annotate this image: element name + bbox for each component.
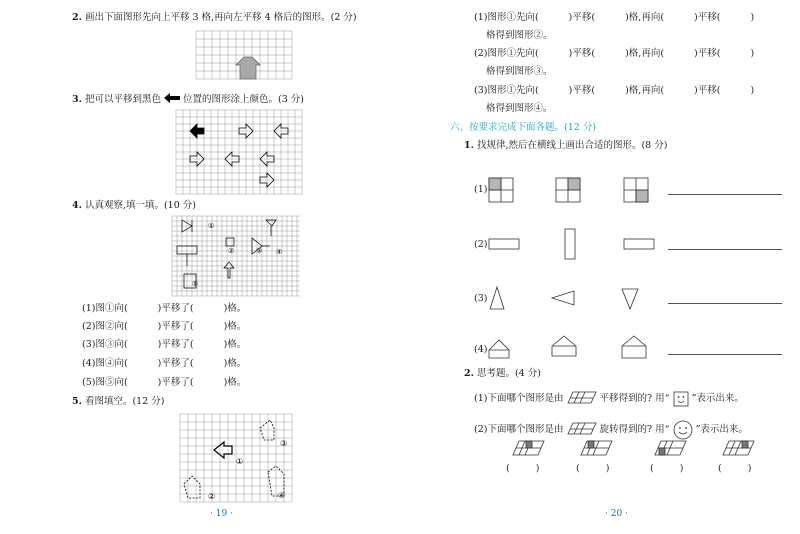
p2-choice-4[interactable] (718, 464, 751, 474)
q4-row-3[interactable] (82, 340, 246, 350)
q5-row-2-b: )平移( (568, 48, 596, 59)
p1-row-3-label: (3) (474, 293, 488, 304)
q5-number: 5. (72, 396, 82, 407)
q5-row-3-b: )平移( (568, 85, 596, 96)
p2-text: 思考题。(4 分) (476, 368, 541, 379)
p1-row-4-label: (4) (474, 344, 488, 355)
q2-text: 画出下面图形先向上平移 3 格,再向左平移 4 格后的图形。(2 分) (84, 12, 357, 23)
q4-row-3-a: (3)图③向( (82, 339, 128, 350)
q4-label-2: ② (228, 247, 235, 255)
q5-row-2-e: ) (750, 48, 755, 59)
q5-row-1[interactable] (474, 13, 754, 23)
p1-row-4-houses (488, 334, 658, 360)
p2-choice-1-close: ) (535, 463, 540, 474)
p2-sub1-after: ”表示出来。 (691, 393, 744, 404)
p1-row-2-answer-line[interactable] (668, 249, 782, 250)
p1-row-4-answer-line[interactable] (668, 354, 782, 355)
p2-sub1-mid: 平移得到的? 用“ (599, 393, 670, 404)
q4-row-2-b: )平移了( (157, 321, 194, 332)
q5-row-2-c: )格,再向( (625, 48, 665, 59)
q2-grid[interactable] (196, 31, 292, 79)
p2-choice-4-open: ( (718, 463, 722, 474)
q5-label-3: ③ (280, 439, 288, 448)
p2-prompt (464, 369, 541, 379)
p2-choice-2[interactable] (576, 464, 609, 474)
q4-row-5[interactable] (82, 378, 246, 388)
q5-row-2-f: 格得到图形③。 (486, 66, 553, 77)
q4-row-1-b: )平移了( (157, 303, 194, 314)
p1-number: 1. (464, 140, 474, 151)
p2-choice-3-close: ) (679, 463, 684, 474)
q4-shape-5 (224, 262, 234, 278)
p2-sub1-before: (1)下面哪个图形是由 (474, 393, 564, 404)
q2-number: 2. (72, 12, 82, 23)
q5-row-1-a: (1)图形①先向( (474, 12, 539, 23)
p2-choice-4-close: ) (747, 463, 752, 474)
q5-text: 看图填空。(12 分) (84, 396, 165, 407)
black-arrow-icon (164, 93, 180, 103)
q5-row-2-a: (2)图形①先向( (474, 48, 539, 59)
q4-row-4-c: )格。 (223, 358, 247, 369)
q5-row-1-f: 格得到图形②。 (486, 30, 553, 41)
q3-black-arrow (190, 124, 204, 138)
p1-row-2-label: (2) (474, 239, 488, 250)
p2-choice-2-open: ( (576, 463, 580, 474)
q5-row-3-a: (3)图形①先向( (474, 85, 539, 96)
q4-prompt (72, 201, 196, 211)
section-6-title: 六、按要求完成下面各题。(12 分) (450, 122, 597, 133)
p1-row-3-triangles (488, 285, 658, 311)
p2-choice-shapes (510, 440, 760, 456)
p1-row-1-answer-line[interactable] (668, 194, 782, 195)
q4-text: 认真观察,填一填。(10 分) (84, 200, 196, 211)
p2-choice-1[interactable] (506, 464, 539, 474)
p1-row-1-squares (488, 177, 658, 203)
q5-row-1-c: )格,再向( (625, 12, 665, 23)
q4-row-5-a: (5)图⑤向( (82, 377, 128, 388)
q4-row-5-b: )平移了( (157, 377, 194, 388)
q5-row-1-b: )平移( (568, 12, 596, 23)
q4-row-2-c: )格。 (223, 321, 247, 332)
q5-row-3-c: )格,再向( (625, 85, 665, 96)
p1-row-2-rects (488, 228, 658, 260)
q4-row-3-c: )格。 (223, 339, 247, 350)
q5-row-1-d: )平移( (694, 12, 721, 23)
p2-sub2-before: (2)下面哪个图形是由 (474, 424, 564, 435)
q5-grid[interactable] (180, 414, 292, 502)
q2-house-shape (236, 57, 260, 79)
q4-row-4-a: (4)图④向( (82, 358, 128, 369)
q5-shape-1 (214, 442, 232, 458)
q4-row-1[interactable] (82, 304, 246, 314)
p2-sub2-mid: 旋转得到的? 用“ (599, 424, 670, 435)
p1-text: 找规律,然后在横线上画出合适的图形。(8 分) (476, 140, 668, 151)
q5-row-3-f: 格得到图形④。 (486, 103, 553, 114)
q3-text-before: 把可以平移到黑色 (84, 94, 161, 105)
q3-number: 3. (72, 94, 82, 105)
q5-label-1: ① (236, 457, 244, 466)
p2-number: 2. (464, 368, 474, 379)
q2-prompt (72, 13, 357, 23)
q3-grid[interactable] (176, 110, 302, 194)
q4-shape-4 (266, 220, 276, 236)
parallelogram-shape-icon (567, 391, 597, 404)
p2-sub2-after: ”表示出来。 (695, 424, 748, 435)
q4-number: 4. (72, 200, 82, 211)
q4-row-3-b: )平移了( (157, 339, 194, 350)
q4-label-5: ⑤ (192, 280, 199, 288)
round-face-icon (673, 420, 693, 440)
q4-label-4: ④ (276, 248, 283, 256)
q4-row-1-a: (1)图①向( (82, 303, 128, 314)
q5-prompt (72, 397, 164, 407)
p2-choice-3[interactable] (650, 464, 683, 474)
q5-row-3[interactable] (474, 86, 754, 96)
p1-prompt (464, 141, 667, 151)
q3-text-after: 位置的图形涂上颜色。(3 分) (183, 94, 305, 105)
p2-sub1 (474, 391, 744, 407)
q5-row-2[interactable] (474, 49, 754, 59)
p2-choice-1-open: ( (506, 463, 510, 474)
parallelogram-shape-icon (567, 422, 597, 435)
q5-row-3-d: )平移( (694, 85, 721, 96)
q4-row-4[interactable] (82, 359, 246, 369)
q4-grid[interactable] (172, 216, 300, 296)
p1-row-1-label: (1) (474, 184, 488, 195)
q4-row-5-c: )格。 (223, 377, 247, 388)
page-number-right: · 20 · (605, 509, 628, 519)
q5-label-2: ② (208, 492, 216, 501)
q4-label-1: ① (208, 222, 215, 230)
q5-row-3-e: ) (750, 85, 755, 96)
q3-prompt (72, 93, 304, 105)
p2-choice-2-close: ) (605, 463, 610, 474)
p2-choice-3-open: ( (650, 463, 654, 474)
q5-row-2-d: )平移( (694, 48, 721, 59)
q5-label-4: ④ (278, 491, 286, 500)
q4-row-2[interactable] (82, 322, 246, 332)
square-face-icon (673, 391, 689, 407)
q4-row-2-a: (2)图②向( (82, 321, 128, 332)
q4-row-4-b: )平移了( (157, 358, 194, 369)
p2-sub2 (474, 420, 748, 440)
q4-row-1-c: )格。 (223, 303, 247, 314)
p1-row-3-answer-line[interactable] (668, 303, 782, 304)
q5-shape-2 (184, 476, 200, 498)
page-number-left: · 19 · (210, 509, 233, 519)
q4-label-3: ③ (256, 247, 263, 255)
q5-row-1-e: ) (750, 12, 755, 23)
